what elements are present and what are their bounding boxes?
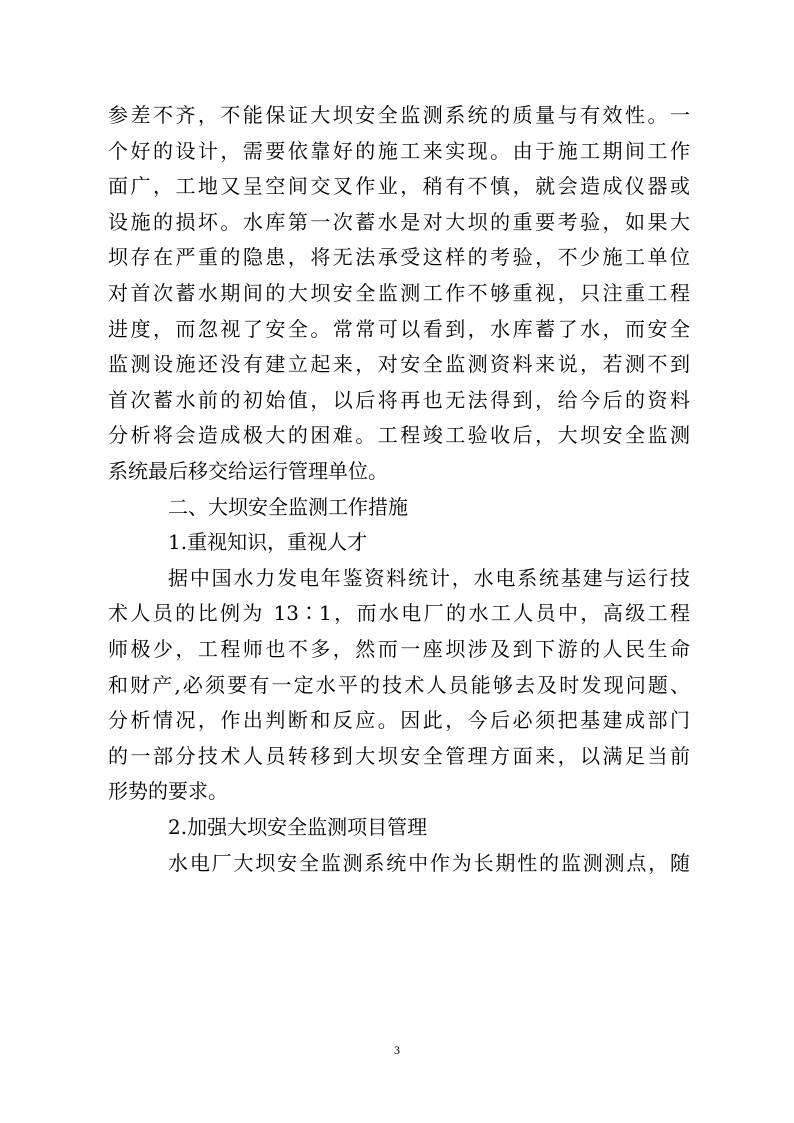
paragraph-line: 对首次蓄水期间的大坝安全监测工作不够重视，只注重工程 <box>108 281 690 305</box>
paragraph-line: 设施的损坏。水库第一次蓄水是对大坝的重要考验，如果大 <box>108 209 690 234</box>
paragraph-line: 坝存在严重的隐患，将无法承受这样的考验，不少施工单位 <box>108 245 690 270</box>
paragraph-line: 面广，工地又呈空间交叉作业，稍有不慎，就会造成仪器或 <box>108 174 690 199</box>
subsection-heading: 1.重视知识，重视人才 <box>168 530 368 555</box>
paragraph-line: 进度，而忽视了安全。常常可以看到，水库蓄了水，而安全 <box>108 316 690 341</box>
paragraph-line: 的一部分技术人员转移到大坝安全管理方面来，以满足当前 <box>108 743 690 768</box>
paragraph-line: 监测设施还没有建立起来，对安全监测资料来说，若测不到 <box>108 352 690 377</box>
paragraph-line: 水电厂大坝安全监测系统中作为长期性的监测测点，随 <box>168 850 690 875</box>
paragraph-line: 首次蓄水前的初始值，以后将再也无法得到，给今后的资料 <box>108 387 690 412</box>
paragraph-line: 系统最后移交给运行管理单位。 <box>108 459 388 483</box>
paragraph-line: 参差不齐，不能保证大坝安全监测系统的质量与有效性。一 <box>108 103 690 127</box>
paragraph-line: 个好的设计，需要依靠好的施工来实现。由于施工期间工作 <box>108 138 690 163</box>
section-heading: 二、大坝安全监测工作措施 <box>168 494 408 519</box>
paragraph-line: 术人员的比例为 13∶1，而水电厂的水工人员中，高级工程 <box>108 601 690 626</box>
subsection-heading: 2.加强大坝安全监测项目管理 <box>168 815 428 839</box>
paragraph-line: 形势的要求。 <box>108 779 228 804</box>
paragraph-line: 和财产,必须要有一定水平的技术人员能够去及时发现问题、 <box>108 672 690 697</box>
page-number: 3 <box>394 1043 400 1057</box>
paragraph-line: 据中国水力发电年鉴资料统计，水电系统基建与运行技 <box>168 565 690 590</box>
paragraph-line: 分析情况，作出判断和反应。因此，今后必须把基建成部门 <box>108 708 690 733</box>
paragraph-line: 分析将会造成极大的困难。工程竣工验收后，大坝安全监测 <box>108 423 690 448</box>
paragraph-line: 师极少，工程师也不多，然而一座坝涉及到下游的人民生命 <box>108 637 690 661</box>
